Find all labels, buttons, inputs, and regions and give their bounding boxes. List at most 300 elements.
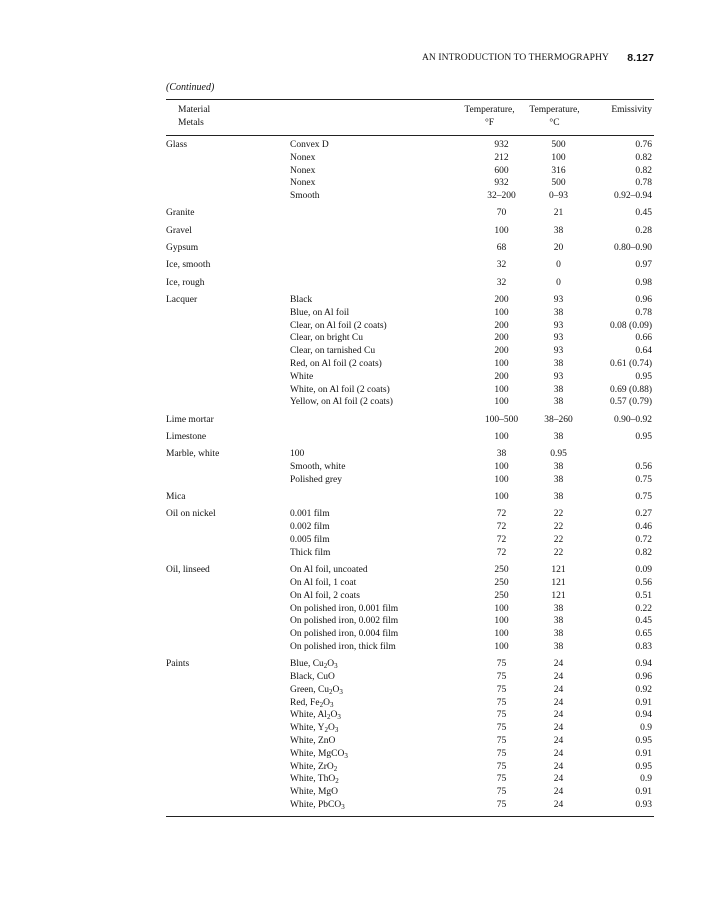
material-cell bbox=[166, 590, 290, 603]
description-cell: Blue, $Cu_2O_3$ bbox=[290, 659, 338, 671]
temp-f-cell: 100 bbox=[494, 225, 509, 236]
emissivity-cell: 0.28 bbox=[635, 225, 652, 236]
table-row bbox=[166, 641, 654, 654]
material-cell: Lacquer bbox=[166, 294, 198, 305]
emissivity-cell: 0.61 (0.74) bbox=[610, 358, 652, 369]
temp-f-cell: 100 bbox=[494, 474, 509, 485]
table-row bbox=[166, 697, 654, 710]
table-row bbox=[166, 735, 654, 748]
material-cell bbox=[166, 371, 290, 384]
temp-c-cell: 0 bbox=[556, 277, 561, 288]
description-cell: White bbox=[290, 371, 314, 382]
material-cell bbox=[166, 722, 290, 735]
material-cell bbox=[166, 534, 290, 547]
description-cell: On Al foil, uncoated bbox=[290, 565, 368, 576]
material-cell bbox=[166, 307, 290, 320]
description-cell: Green, $Cu_2O_3$ bbox=[290, 684, 343, 696]
description-cell: On polished iron, 0.004 film bbox=[290, 629, 399, 640]
emissivity-cell: 0.9 bbox=[640, 723, 652, 734]
header-metals: Metals bbox=[166, 117, 290, 136]
material-cell bbox=[166, 684, 290, 697]
material-cell bbox=[166, 177, 290, 190]
emissivity-cell: 0.64 bbox=[635, 346, 652, 357]
emissivity-cell: 0.78 bbox=[635, 307, 652, 318]
material-cell bbox=[166, 697, 290, 710]
material-cell bbox=[166, 603, 290, 616]
table-row bbox=[166, 409, 654, 426]
material-cell bbox=[166, 474, 290, 487]
table-row bbox=[166, 384, 654, 397]
material-cell bbox=[166, 547, 290, 560]
emissivity-cell: 0.08 (0.09) bbox=[610, 320, 652, 331]
temp-f-cell: 200 bbox=[494, 320, 509, 331]
temp-c-cell: 22 bbox=[553, 522, 564, 533]
description-cell: Clear, on Al foil (2 coats) bbox=[290, 320, 387, 331]
description-cell: White, ZnO bbox=[290, 735, 336, 746]
temp-f-cell: 250 bbox=[494, 590, 509, 601]
emissivity-table bbox=[166, 99, 654, 817]
material-cell bbox=[166, 773, 290, 786]
material-cell bbox=[166, 735, 290, 748]
temp-c-cell: 100 bbox=[551, 152, 566, 163]
emissivity-cell: 0.82 bbox=[635, 547, 652, 558]
emissivity-cell: 0.9 bbox=[640, 774, 652, 785]
temp-f-cell: 600 bbox=[494, 165, 509, 176]
description-cell: Smooth, white bbox=[290, 462, 346, 473]
emissivity-cell: 0.22 bbox=[635, 603, 652, 614]
material-cell: Gypsum bbox=[166, 243, 199, 254]
temp-f-cell: 212 bbox=[494, 152, 509, 163]
table-row bbox=[166, 461, 654, 474]
temp-f-cell: 68 bbox=[496, 243, 507, 254]
temp-c-cell: 24 bbox=[553, 748, 564, 759]
temp-c-cell: 121 bbox=[551, 565, 566, 576]
table-row bbox=[166, 371, 654, 384]
description-cell: Nonex bbox=[290, 178, 316, 189]
material-cell: Mica bbox=[166, 492, 186, 503]
table-row bbox=[166, 190, 654, 203]
description-cell: 0.002 film bbox=[290, 522, 330, 533]
description-cell: White, $Y_2O_3$ bbox=[290, 723, 339, 735]
table-row bbox=[166, 396, 654, 409]
emissivity-cell: 0.95 bbox=[635, 431, 652, 442]
material-cell bbox=[166, 799, 290, 812]
table-row bbox=[166, 238, 654, 255]
temp-f-cell: 75 bbox=[496, 684, 507, 695]
table-row bbox=[166, 615, 654, 628]
temp-f-cell: 70 bbox=[496, 208, 507, 219]
table-row bbox=[166, 358, 654, 371]
material-cell bbox=[166, 761, 290, 774]
emissivity-cell: 0.94 bbox=[635, 710, 652, 721]
temp-c-cell: 24 bbox=[553, 774, 564, 785]
emissivity-cell: 0.56 bbox=[635, 462, 652, 473]
description-cell: White, ZrO$_2$ bbox=[290, 761, 338, 773]
temp-f-cell: 100 bbox=[494, 603, 509, 614]
description-cell: Blue, on Al foil bbox=[290, 307, 350, 318]
table-row bbox=[166, 671, 654, 684]
material-cell: Paints bbox=[166, 659, 190, 670]
material-cell bbox=[166, 748, 290, 761]
temp-f-cell: 100 bbox=[494, 307, 509, 318]
description-cell bbox=[290, 255, 455, 272]
header-temp-c-unit: °C bbox=[524, 117, 585, 136]
material-cell bbox=[166, 786, 290, 799]
description-cell: 100 bbox=[290, 449, 305, 460]
continued-label: (Continued) bbox=[166, 82, 215, 93]
emissivity-cell: 0.66 bbox=[635, 333, 652, 344]
temp-c-cell: 20 bbox=[553, 243, 564, 254]
description-cell: White, ThO$_2$ bbox=[290, 774, 339, 786]
temp-f-cell: 75 bbox=[496, 697, 507, 708]
temp-f-cell: 100 bbox=[494, 492, 509, 503]
temp-f-cell: 32 bbox=[496, 260, 507, 271]
table-row bbox=[166, 534, 654, 547]
table-row bbox=[166, 426, 654, 443]
description-cell: White, MgCO$_3$ bbox=[290, 748, 348, 760]
temp-f-cell: 200 bbox=[494, 346, 509, 357]
description-cell: Black, CuO bbox=[290, 671, 335, 682]
material-cell: Oil, linseed bbox=[166, 565, 210, 576]
temp-c-cell: 24 bbox=[553, 684, 564, 695]
emissivity-cell: 0.82 bbox=[635, 152, 652, 163]
emissivity-cell: 0.27 bbox=[635, 509, 652, 520]
temp-c-cell: 22 bbox=[553, 547, 564, 558]
material-cell: Ice, smooth bbox=[166, 260, 211, 271]
table-row bbox=[166, 487, 654, 504]
temp-c-cell: 38 bbox=[553, 225, 564, 236]
description-cell: Nonex bbox=[290, 165, 316, 176]
table-row bbox=[166, 203, 654, 220]
temp-f-cell: 100 bbox=[494, 397, 509, 408]
temp-f-cell: 75 bbox=[496, 659, 507, 670]
material-cell bbox=[166, 384, 290, 397]
running-title: AN INTRODUCTION TO THERMOGRAPHY bbox=[421, 53, 609, 63]
description-cell: White, MgO bbox=[290, 787, 339, 798]
temp-f-cell: 100 bbox=[494, 629, 509, 640]
temp-c-cell: 93 bbox=[553, 346, 564, 357]
emissivity-cell: 0.45 bbox=[635, 616, 652, 627]
temp-c-cell: 24 bbox=[553, 710, 564, 721]
temp-f-cell: 72 bbox=[496, 509, 507, 520]
temp-c-cell: 0–93 bbox=[549, 191, 568, 202]
temp-f-cell: 100 bbox=[494, 616, 509, 627]
temp-f-cell: 32–200 bbox=[487, 191, 516, 202]
emissivity-cell: 0.93 bbox=[635, 799, 652, 810]
emissivity-cell: 0.75 bbox=[635, 474, 652, 485]
temp-f-cell: 75 bbox=[496, 723, 507, 734]
table-row bbox=[166, 504, 654, 521]
header-temp-f: Temperature, bbox=[455, 100, 524, 117]
description-cell: Red, $Fe_2O_3$ bbox=[290, 697, 334, 709]
description-cell: On polished iron, thick film bbox=[290, 641, 396, 652]
temp-c-cell: 93 bbox=[553, 294, 564, 305]
emissivity-cell: 0.69 (0.88) bbox=[610, 384, 652, 395]
temp-c-cell: 38 bbox=[553, 462, 564, 473]
temp-c-cell: 316 bbox=[551, 165, 566, 176]
temp-f-cell: 75 bbox=[496, 710, 507, 721]
emissivity-cell: 0.76 bbox=[635, 140, 652, 150]
temp-c-cell: 38 bbox=[553, 384, 564, 395]
table-row bbox=[166, 603, 654, 616]
material-cell: Glass bbox=[166, 140, 188, 150]
temp-c-cell: 38–260 bbox=[544, 414, 573, 425]
temp-f-cell: 932 bbox=[494, 178, 509, 189]
material-cell: Lime mortar bbox=[166, 414, 214, 425]
emissivity-cell: 0.96 bbox=[635, 671, 652, 682]
description-cell: On polished iron, 0.001 film bbox=[290, 603, 399, 614]
temp-c-cell: 121 bbox=[551, 577, 566, 588]
emissivity-cell: 0.95 bbox=[635, 735, 652, 746]
table-row bbox=[166, 307, 654, 320]
description-cell: Clear, on bright Cu bbox=[290, 333, 363, 344]
temp-f-cell: 75 bbox=[496, 799, 507, 810]
material-cell bbox=[166, 165, 290, 178]
emissivity-cell: 0.09 bbox=[635, 565, 652, 576]
material-cell: Oil on nickel bbox=[166, 509, 216, 520]
emissivity-cell: 0.96 bbox=[635, 294, 652, 305]
temp-f-cell: 75 bbox=[496, 774, 507, 785]
temp-f-cell: 75 bbox=[496, 735, 507, 746]
description-cell bbox=[290, 426, 455, 443]
table-row bbox=[166, 320, 654, 333]
table-row bbox=[166, 590, 654, 603]
emissivity-cell: 0.95 bbox=[635, 761, 652, 772]
temp-c-cell: 38 bbox=[553, 307, 564, 318]
temp-f-cell: 250 bbox=[494, 565, 509, 576]
temp-f-cell: 75 bbox=[496, 748, 507, 759]
description-cell: White, $Al_2O_3$ bbox=[290, 710, 341, 722]
table-row bbox=[166, 255, 654, 272]
temp-f-cell: 932 bbox=[494, 140, 509, 150]
emissivity-cell: 0.91 bbox=[635, 697, 652, 708]
temp-c-cell: 38 bbox=[553, 629, 564, 640]
emissivity-cell: 0.46 bbox=[635, 522, 652, 533]
description-cell: White, PbCO$_3$ bbox=[290, 799, 345, 811]
temp-f-cell: 75 bbox=[496, 787, 507, 798]
temp-c-cell: 22 bbox=[553, 509, 564, 520]
emissivity-cell: 0.94 bbox=[635, 659, 652, 670]
temp-f-cell: 72 bbox=[496, 535, 507, 546]
temp-c-cell: 24 bbox=[553, 761, 564, 772]
material-cell bbox=[166, 577, 290, 590]
description-cell: Black bbox=[290, 294, 313, 305]
description-cell: Polished grey bbox=[290, 474, 342, 485]
description-cell: Smooth bbox=[290, 191, 320, 202]
emissivity-cell: 0.98 bbox=[635, 277, 652, 288]
temp-c-cell: 38 bbox=[553, 358, 564, 369]
temp-c-cell: 38 bbox=[553, 603, 564, 614]
emissivity-cell: 0.80–0.90 bbox=[614, 243, 652, 254]
table-row bbox=[166, 654, 654, 671]
material-cell bbox=[166, 332, 290, 345]
description-cell: Nonex bbox=[290, 152, 316, 163]
temp-c-cell: 93 bbox=[553, 320, 564, 331]
temp-c-cell: 93 bbox=[553, 333, 564, 344]
temp-c-cell: 24 bbox=[553, 799, 564, 810]
material-cell bbox=[166, 396, 290, 409]
description-cell: 0.005 film bbox=[290, 535, 330, 546]
table-row bbox=[166, 165, 654, 178]
table-row bbox=[166, 577, 654, 590]
temp-f-cell: 100 bbox=[494, 358, 509, 369]
temp-f-cell: 75 bbox=[496, 761, 507, 772]
temp-c-cell: 500 bbox=[551, 178, 566, 189]
description-cell bbox=[290, 203, 455, 220]
temp-f-cell: 38 bbox=[496, 449, 507, 460]
table-row bbox=[166, 272, 654, 289]
material-cell bbox=[166, 671, 290, 684]
temp-c-cell: 0 bbox=[556, 260, 561, 271]
table-bottom-rule bbox=[166, 816, 654, 817]
description-cell: On polished iron, 0.002 film bbox=[290, 616, 399, 627]
temp-c-cell: 24 bbox=[553, 735, 564, 746]
temp-c-cell: 38 bbox=[553, 474, 564, 485]
running-header bbox=[166, 53, 654, 67]
description-cell: 0.001 film bbox=[290, 509, 330, 520]
description-cell: Clear, on tarnished Cu bbox=[290, 346, 376, 357]
emissivity-cell: 0.83 bbox=[635, 641, 652, 652]
temp-c-cell: 22 bbox=[553, 535, 564, 546]
temp-c-cell: 24 bbox=[553, 723, 564, 734]
description-cell: Red, on Al foil (2 coats) bbox=[290, 358, 382, 369]
table-row bbox=[166, 761, 654, 774]
table-row bbox=[166, 177, 654, 190]
material-cell bbox=[166, 461, 290, 474]
temp-f-cell: 100–500 bbox=[484, 414, 519, 425]
header-material: Material bbox=[166, 100, 290, 117]
temp-f-cell: 100 bbox=[494, 641, 509, 652]
emissivity-cell: 0.95 bbox=[635, 371, 652, 382]
header-emissivity: Emissivity bbox=[585, 100, 654, 117]
material-cell bbox=[166, 615, 290, 628]
header-temp-c: Temperature, bbox=[524, 100, 585, 117]
emissivity-cell: 0.82 bbox=[635, 165, 652, 176]
temp-f-cell: 72 bbox=[496, 522, 507, 533]
emissivity-cell bbox=[585, 444, 654, 461]
material-cell bbox=[166, 641, 290, 654]
temp-c-cell: 93 bbox=[553, 371, 564, 382]
table-row bbox=[166, 628, 654, 641]
temp-f-cell: 32 bbox=[496, 277, 507, 288]
temp-c-cell: 38 bbox=[553, 616, 564, 627]
material-cell bbox=[166, 521, 290, 534]
table-row bbox=[166, 444, 654, 461]
table-row bbox=[166, 289, 654, 306]
description-cell: White, on Al foil (2 coats) bbox=[290, 384, 390, 395]
material-cell: Marble, white bbox=[166, 449, 220, 460]
emissivity-cell: 0.72 bbox=[635, 535, 652, 546]
temp-f-cell: 250 bbox=[494, 577, 509, 588]
description-cell bbox=[290, 220, 455, 237]
table-row bbox=[166, 152, 654, 165]
temp-c-cell: 24 bbox=[553, 787, 564, 798]
material-cell bbox=[166, 358, 290, 371]
emissivity-cell: 0.91 bbox=[635, 748, 652, 759]
table-row bbox=[166, 136, 654, 152]
table-row bbox=[166, 748, 654, 761]
table-row bbox=[166, 521, 654, 534]
temp-c-cell: 500 bbox=[551, 140, 566, 150]
temp-c-cell: 121 bbox=[551, 590, 566, 601]
table-row bbox=[166, 332, 654, 345]
emissivity-cell: 0.75 bbox=[635, 492, 652, 503]
header-temp-f-unit: °F bbox=[455, 117, 524, 136]
material-cell bbox=[166, 152, 290, 165]
temp-c-cell: 38 bbox=[553, 431, 564, 442]
description-cell bbox=[290, 487, 455, 504]
description-cell bbox=[290, 238, 455, 255]
table-row bbox=[166, 684, 654, 697]
material-cell: Gravel bbox=[166, 225, 192, 236]
emissivity-cell: 0.51 bbox=[635, 590, 652, 601]
temp-f-cell: 200 bbox=[494, 294, 509, 305]
emissivity-cell: 0.45 bbox=[635, 208, 652, 219]
emissivity-cell: 0.97 bbox=[635, 260, 652, 271]
description-cell: Convex D bbox=[290, 140, 329, 150]
material-cell bbox=[166, 345, 290, 358]
emissivity-cell: 0.90–0.92 bbox=[614, 414, 652, 425]
table-row bbox=[166, 560, 654, 577]
table-row bbox=[166, 547, 654, 560]
material-cell: Granite bbox=[166, 208, 195, 219]
table-row bbox=[166, 220, 654, 237]
material-cell bbox=[166, 320, 290, 333]
material-cell bbox=[166, 628, 290, 641]
description-cell: Yellow, on Al foil (2 coats) bbox=[290, 397, 393, 408]
temp-f-cell: 100 bbox=[494, 431, 509, 442]
emissivity-cell: 0.92–0.94 bbox=[614, 191, 652, 202]
table-row bbox=[166, 773, 654, 786]
description-cell: On Al foil, 2 coats bbox=[290, 590, 360, 601]
temp-c-cell: 38 bbox=[553, 492, 564, 503]
temp-f-cell: 75 bbox=[496, 671, 507, 682]
temp-c-cell: 21 bbox=[553, 208, 564, 219]
table-row bbox=[166, 722, 654, 735]
emissivity-cell: 0.57 (0.79) bbox=[610, 397, 652, 408]
temp-f-cell: 200 bbox=[494, 333, 509, 344]
table-row bbox=[166, 709, 654, 722]
temp-c-cell: 38 bbox=[553, 397, 564, 408]
temp-f-cell: 100 bbox=[494, 462, 509, 473]
temp-c-cell: 24 bbox=[553, 671, 564, 682]
description-cell: On Al foil, 1 coat bbox=[290, 577, 357, 588]
temp-c-cell: 24 bbox=[553, 659, 564, 670]
temp-f-cell: 100 bbox=[494, 384, 509, 395]
temp-c-cell: 0.95 bbox=[550, 449, 567, 460]
temp-c-cell: 38 bbox=[553, 641, 564, 652]
description-cell: Thick film bbox=[290, 547, 331, 558]
material-cell bbox=[166, 190, 290, 203]
emissivity-cell: 0.92 bbox=[635, 684, 652, 695]
material-cell: Ice, rough bbox=[166, 277, 205, 288]
table-row bbox=[166, 474, 654, 487]
emissivity-cell: 0.56 bbox=[635, 577, 652, 588]
material-cell bbox=[166, 709, 290, 722]
temp-c-cell: 24 bbox=[553, 697, 564, 708]
page-number: 8.127 bbox=[627, 52, 654, 64]
description-cell bbox=[290, 409, 455, 426]
material-cell: Limestone bbox=[166, 431, 207, 442]
table-row bbox=[166, 799, 654, 812]
emissivity-cell: 0.78 bbox=[635, 178, 652, 189]
table-row bbox=[166, 786, 654, 799]
table-row bbox=[166, 345, 654, 358]
emissivity-cell: 0.91 bbox=[635, 787, 652, 798]
emissivity-cell: 0.65 bbox=[635, 629, 652, 640]
temp-f-cell: 200 bbox=[494, 371, 509, 382]
temp-f-cell: 72 bbox=[496, 547, 507, 558]
